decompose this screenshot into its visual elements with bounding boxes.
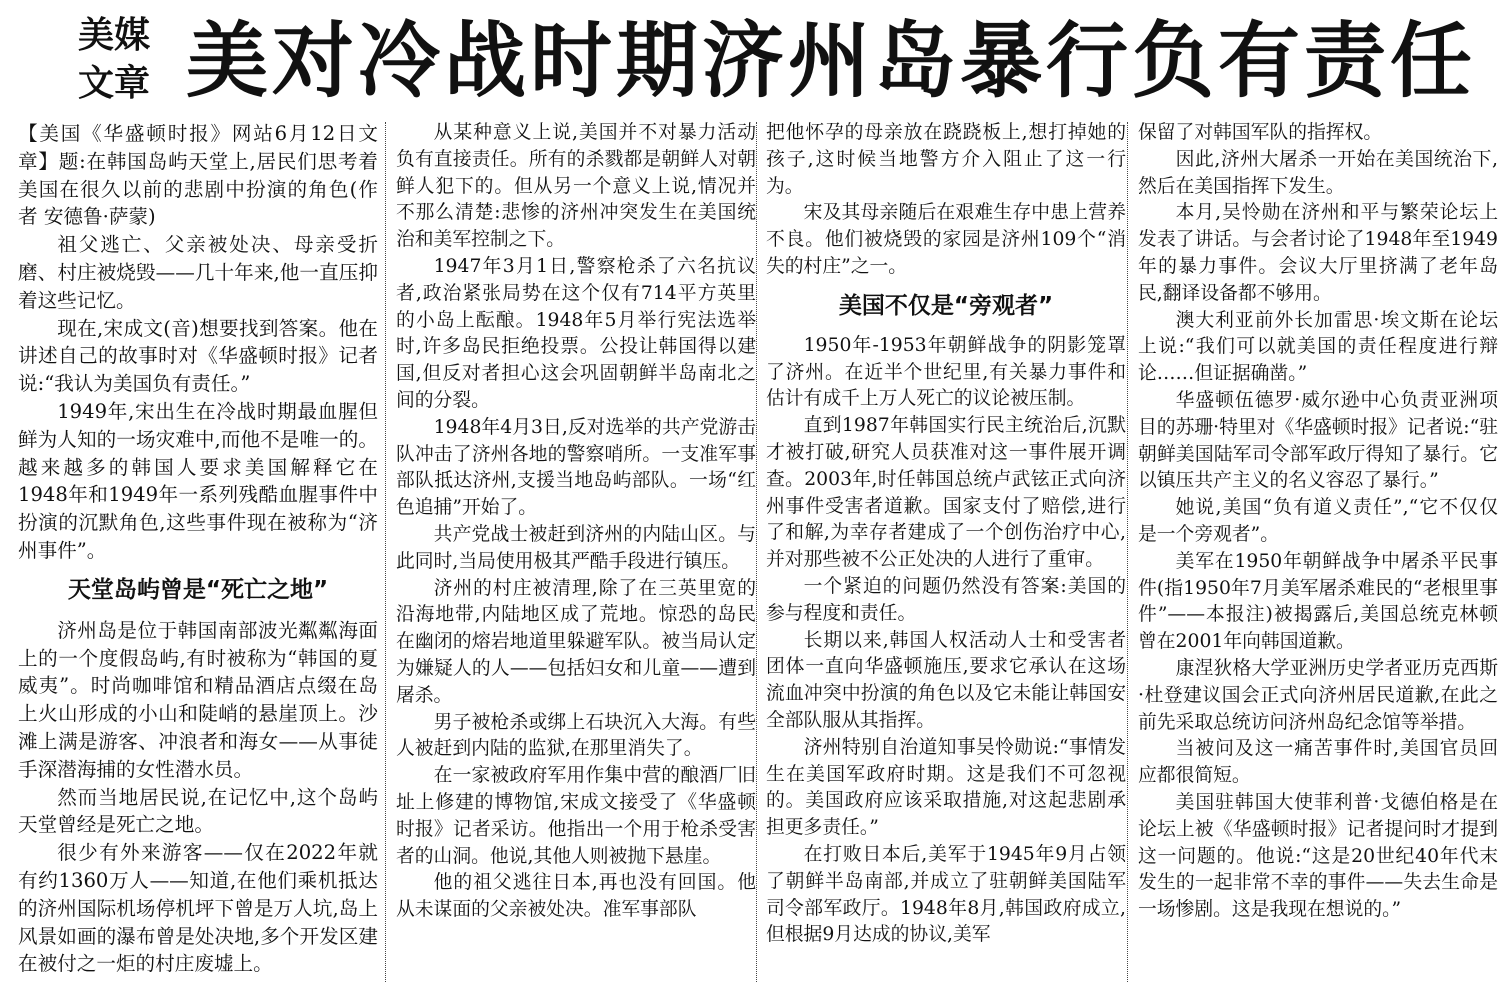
article-column-4 <box>1138 120 1498 986</box>
paragraph: 共产党战士被赶到济州的内陆山区。与此同时,当局使用极其严酷手段进行镇压。 <box>396 523 756 572</box>
paragraph: 宋及其母亲随后在艰难生存中患上营养不良。他们被烧毁的家园是济州109个“消失的村庄”之一。 <box>766 202 1126 277</box>
paragraph: 一个紧迫的问题仍然没有答案:美国的参与程度和责任。 <box>766 575 1126 624</box>
column-divider <box>1127 122 1128 982</box>
paragraph: 济州的村庄被清理,除了在三英里宽的沿海地带,内陆地区成了荒地。惊恐的岛民在幽闭的熔岩地道里躲避军队。被当局认定为嫌疑人的人——包括妇女和儿童——遭到屠杀。 <box>396 577 756 706</box>
paragraph: 【美国《华盛顿时报》网站6月12日文章】题:在韩国岛屿天堂上,居民们思考着美国在很久以前的悲剧中扮演的角色(作者 安德鲁·萨蒙) <box>18 122 378 229</box>
paragraph: 康涅狄格大学亚洲历史学者亚历克西斯·杜登建议国会正式向济州居民道歉,在此之前先采取总统访问济州岛纪念馆等举措。 <box>1138 657 1498 733</box>
subheading: 美国不仅是“旁观者” <box>838 292 1054 319</box>
column-divider <box>385 122 386 982</box>
paragraph: 现在,宋成文(音)想要找到答案。他在讲述自己的故事时对《华盛顿时报》记者说:“我认为美国负有责任。” <box>18 316 378 396</box>
paragraph: 把他怀孕的母亲放在跷跷板上,想打掉她的孩子,这时候当地警方介入阻止了这一行为。 <box>766 122 1126 197</box>
paragraph: 然而当地居民说,在记忆中,这个岛屿天堂曾经是死亡之地。 <box>18 785 378 837</box>
paragraph: 本月,吴怜勋在济州和平与繁荣论坛上发表了讲话。与会者讨论了1948年至1949年的暴力事件。会议大厅里挤满了老年岛民,翻译设备都不够用。 <box>1138 202 1498 304</box>
paragraph: 男子被枪杀或绑上石块沉入大海。有些人被赶到内陆的监狱,在那里消失了。 <box>396 711 756 760</box>
paragraph: 她说,美国“负有道义责任”,“它不仅仅是一个旁观者”。 <box>1138 497 1498 545</box>
paragraph: 他的祖父逃往日本,再也没有回国。他从未谋面的父亲被处决。准军事部队 <box>396 872 756 921</box>
paragraph: 济州特别自治道知事吴怜勋说:“事情发生在美国军政府时期。这是我们不可忽视的。美国政府应该采取措施,对这起悲剧承担更多责任。” <box>766 736 1126 839</box>
paragraph: 在打败日本后,美军于1945年9月占领了朝鲜半岛南部,并成立了驻朝鲜美国陆军司令部军政厅。1948年8月,韩国政府成立,但根据9月达成的协议,美军 <box>766 843 1126 946</box>
paragraph: 长期以来,韩国人权活动人士和受害者团体一直向华盛顿施压,要求它承认在这场流血冲突中扮演的角色以及它未能让韩国安全部队服从其指挥。 <box>766 629 1126 731</box>
paragraph: 1949年,宋出生在冷战时期最血腥但鲜为人知的一场灾难中,而他不是唯一的。越来越多的韩国人要求美国解释它在1948年和1949年一系列残酷血腥事件中扮演的沉默角色,这些事件现在被称为“济州事件”。 <box>18 399 378 562</box>
paragraph: 华盛顿伍德罗·威尔逊中心负责亚洲项目的苏珊·特里对《华盛顿时报》记者说:“驻朝鲜美国陆军司令部军政厅得知了暴行。它以镇压共产主义的名义容忍了暴行。” <box>1138 389 1498 492</box>
paragraph: 1950年-1953年朝鲜战争的阴影笼罩了济州。在近半个世纪里,有关暴力事件和估计有成千上万人死亡的议论被压制。 <box>766 334 1126 410</box>
article-column-1 <box>18 120 378 986</box>
kicker-line-1: 美媒 <box>78 15 151 56</box>
headline: 美对冷战时期济州岛暴行负有责任 <box>186 14 1477 109</box>
paragraph: 当被问及这一痛苦事件时,美国官员回应都很简短。 <box>1138 738 1498 787</box>
article-header <box>0 0 1500 118</box>
paragraph: 济州岛是位于韩国南部波光粼粼海面上的一个度假岛屿,有时被称为“韩国的夏威夷”。时尚咖啡馆和精品酒店点缀在岛上火山形成的小山和陡峭的悬崖顶上。沙滩上满是游客、冲浪者和海女——从事徒手深潜海捕的女性潜水员。 <box>18 618 378 781</box>
column-divider <box>756 122 757 982</box>
paragraph: 祖父逃亡、父亲被处决、母亲受折磨、村庄被烧毁——几十年来,他一直压抑着这些记忆。 <box>18 233 378 312</box>
paragraph: 保留了对韩国军队的指挥权。 <box>1138 122 1383 143</box>
paragraph: 1947年3月1日,警察枪杀了六名抗议者,政治紧张局势在这个仅有714平方英里的小岛上酝酿。1948年5月举行宪法选举时,许多岛民拒绝投票。公投让韩国得以建国,但反对者担心这会巩固朝鲜半岛南北之间的分裂。 <box>396 255 756 411</box>
paragraph: 澳大利亚前外长加雷思·埃文斯在论坛上说:“我们可以就美国的责任程度进行辩论……但证据确凿。” <box>1138 309 1498 385</box>
paragraph: 在一家被政府军用作集中营的酿酒厂旧址上修建的博物馆,宋成文接受了《华盛顿时报》记者采访。他指出一个用于枪杀受害者的山洞。他说,其他人则被抛下悬崖。 <box>396 765 756 867</box>
paragraph: 很少有外来游客——仅在2022年就有约1360万人——知道,在他们乘机抵达的济州国际机场停机坪下曾是万人坑,岛上风景如画的瀑布曾是处决地,多个开发区建在被付之一炬的村庄废墟上。 <box>18 841 378 976</box>
article-column-2 <box>396 120 756 986</box>
paragraph: 1948年4月3日,反对选举的共产党游击队冲击了济州各地的警察哨所。一支准军事部队抵达济州,支援当地岛屿部队。一场“红色追捕”开始了。 <box>396 416 756 519</box>
paragraph: 美军在1950年朝鲜战争中屠杀平民事件(指1950年7月美军屠杀难民的“老根里事件”——本报注)被揭露后,美国总统克林顿曾在2001年向韩国道歉。 <box>1138 550 1498 653</box>
paragraph: 直到1987年韩国实行民主统治后,沉默才被打破,研究人员获准对这一事件展开调查。2003年,时任韩国总统卢武铉正式向济州事件受害者道歉。国家支付了赔偿,进行了和解,为幸存者建成了一个创伤治疗中心,并对那些被不公正处决的人进行了重审。 <box>766 415 1126 571</box>
subheading: 天堂岛屿曾是“死亡之地” <box>67 576 329 603</box>
article-column-3 <box>766 120 1126 986</box>
paragraph: 从某种意义上说,美国并不对暴力活动负有直接责任。所有的杀戮都是朝鲜人对朝鲜人犯下的。但从另一个意义上说,情况并不那么清楚:悲惨的济州冲突发生在美国统治和美军控制之下。 <box>396 122 756 251</box>
kicker <box>78 12 158 108</box>
kicker-line-2: 文章 <box>78 63 151 104</box>
paragraph: 美国驻韩国大使菲利普·戈德伯格是在论坛上被《华盛顿时报》记者提问时才提到这一问题的。他说:“这是20世纪40年代末发生的一起非常不幸的事件——失去生命是一场惨剧。这是我现在想说的。” <box>1138 791 1498 921</box>
paragraph: 因此,济州大屠杀一开始在美国统治下,然后在美国指挥下发生。 <box>1138 148 1498 197</box>
